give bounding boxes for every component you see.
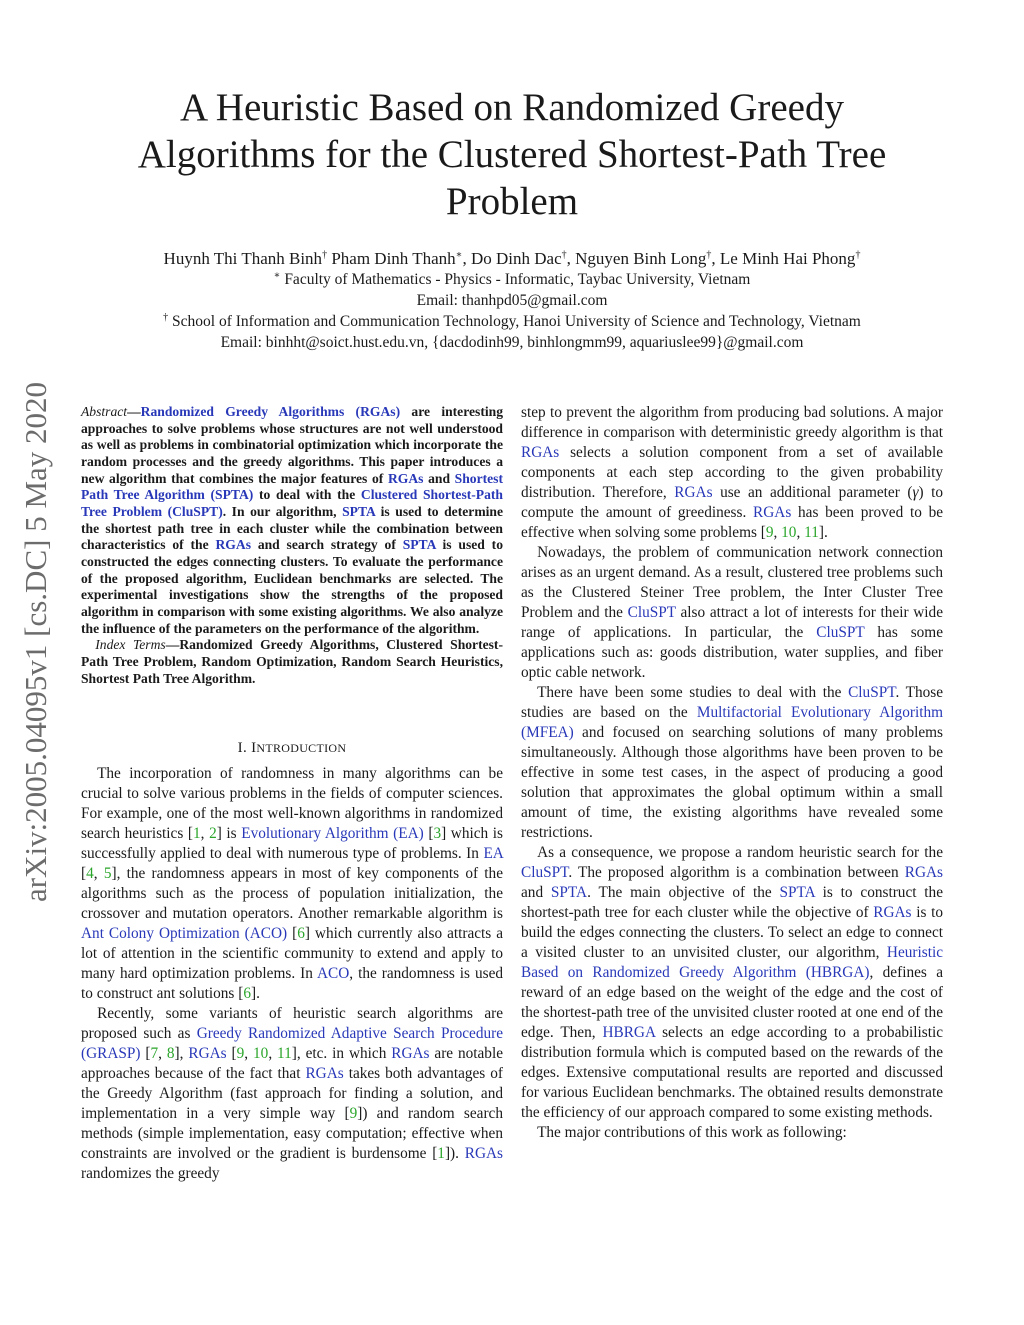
acronym-link-aco[interactable]: Ant Colony Optimization (ACO) bbox=[81, 925, 288, 942]
text: has been proved to be effective when solving some problems [ bbox=[521, 504, 944, 541]
text: [ bbox=[287, 925, 298, 942]
text: is to build the edges connecting the clusters. To select an edge to connect a visited cluster to an unvisited cluster, our algorithm, bbox=[521, 904, 943, 961]
text: and bbox=[521, 884, 551, 901]
affiliation-1-email: Email: thanhpd05@gmail.com bbox=[416, 292, 608, 309]
affiliation-2 bbox=[60, 312, 964, 332]
affiliation-2-text: School of Information and Communication Technology, Hanoi University of Science and Technology, Vietnam bbox=[168, 313, 861, 330]
abstract-link-cluspt[interactable]: Clustered Shortest-Path Tree Problem (CluSPT) bbox=[81, 487, 503, 519]
abstract-link-spta[interactable]: Shortest Path Tree Algorithm (SPTA) bbox=[81, 470, 503, 503]
left-column-body bbox=[81, 764, 503, 1184]
gamma-symbol: γ bbox=[912, 484, 919, 501]
text: Recently, some variants of heuristic search algorithms are proposed such as bbox=[81, 1005, 503, 1042]
text: The incorporation of randomness in many algorithms can be crucial to solve various problems in the fields of computer sciences. For example, one of the most well-known algorithms in randomized search heuristics [ bbox=[81, 765, 503, 842]
author-2: Pham Dinh Thanh bbox=[327, 249, 456, 268]
author-3-mark: † bbox=[561, 249, 567, 261]
acronym-link-rgas[interactable]: RGAs bbox=[188, 1045, 227, 1062]
text: use an additional parameter ( bbox=[712, 484, 913, 501]
text: and focused on searching solutions of many problems simultaneously. Although those algorithms have been proven to be effective in some test cases, in the aspect of producing a good solution that approximates the global optimum within a small amount of time, the existing algorithms have revealed some restrictions. bbox=[521, 724, 943, 841]
text: is to construct the shortest-path tree for each cluster while the objective of bbox=[521, 884, 943, 921]
citation-link[interactable]: 9 bbox=[349, 1105, 358, 1122]
citation-link[interactable]: 1 bbox=[437, 1145, 445, 1162]
acronym-link-rgas[interactable]: RGAs bbox=[674, 484, 713, 501]
title-line-2: Algorithms for the Clustered Shortest-Path Tree bbox=[137, 133, 887, 176]
text: also attract a lot of interests for their wide range of applications. In particular, the bbox=[521, 604, 943, 641]
acronym-link-hbrga-2[interactable]: HBRGA bbox=[602, 1024, 656, 1041]
abstract-block bbox=[81, 404, 503, 687]
text: ]) and random search methods (simple implementation, easy computation; effective when constraints are involved or the gradient is burdensome [ bbox=[81, 1105, 503, 1162]
abstract-label: Abstract bbox=[81, 404, 128, 419]
author-5-mark: † bbox=[855, 249, 861, 261]
text: ], bbox=[174, 1045, 189, 1062]
author-list bbox=[60, 248, 964, 269]
acronym-link-cluspt[interactable]: CluSPT bbox=[521, 864, 569, 881]
intro-paragraph-5 bbox=[521, 683, 943, 843]
text: [ bbox=[140, 1045, 151, 1062]
citation-link[interactable]: 2 bbox=[209, 825, 217, 842]
abstract-link-rgas-2[interactable]: RGAs bbox=[387, 470, 424, 486]
abstract-text-4: . In our algorithm, bbox=[222, 503, 343, 519]
citation-link[interactable]: 1 bbox=[192, 825, 201, 842]
citation-link[interactable]: 6 bbox=[297, 925, 305, 942]
text: , bbox=[158, 1045, 167, 1062]
acronym-link-rgas[interactable]: RGAs bbox=[464, 1145, 503, 1162]
text: ]. bbox=[818, 524, 828, 541]
index-terms-text: Randomized Greedy Algorithms, Clustered Shortest-Path Tree Problem, Random Optimization, Random Search Heuristics, Shortest Path Tree Algorithm. bbox=[81, 637, 503, 686]
text: randomizes the greedy bbox=[81, 1165, 220, 1182]
acronym-link-rgas[interactable]: RGAs bbox=[873, 904, 912, 921]
text: ]). bbox=[444, 1145, 465, 1162]
citation-link[interactable]: 10 bbox=[781, 524, 797, 541]
author-4-mark: † bbox=[706, 249, 712, 261]
author-4: , Nguyen Binh Long bbox=[566, 249, 707, 268]
text: , bbox=[268, 1045, 278, 1062]
index-terms bbox=[81, 637, 503, 687]
text: step to prevent the algorithm from producing bad solutions. A major difference in comparison with deterministic greedy algorithm is that bbox=[521, 404, 943, 441]
text: , bbox=[796, 524, 805, 541]
title-line-3: Problem bbox=[445, 180, 579, 223]
section-first-letter: I bbox=[251, 740, 257, 756]
acronym-link-rgas[interactable]: RGAs bbox=[521, 444, 560, 461]
index-terms-label: Index Terms bbox=[95, 637, 166, 653]
text: are notable approaches because of the fact that bbox=[81, 1045, 503, 1082]
affiliation-1-text: Faculty of Mathematics - Physics - Informatic, Taybac University, Vietnam bbox=[280, 271, 751, 288]
text: , bbox=[200, 825, 210, 842]
index-terms-dash: — bbox=[165, 637, 180, 653]
text: [ bbox=[81, 865, 87, 882]
citation-link[interactable]: 8 bbox=[166, 1045, 175, 1062]
arxiv-identifier: arXiv:2005.04095v1 [cs.DC] 5 May 2020 bbox=[18, 381, 53, 903]
text: ]. bbox=[250, 985, 260, 1002]
abstract-text-1: are interesting approaches to solve problems whose structures are not well understood as well as problems in combinatorial optimization which incorporate the random processes and the greedy algorithms. This paper introduces a new algorithm that combines the major features of bbox=[81, 404, 503, 486]
intro-paragraph-4 bbox=[521, 543, 943, 683]
acronym-link-spta[interactable]: SPTA bbox=[779, 884, 815, 901]
abstract-link-rgas-3[interactable]: RGAs bbox=[215, 537, 251, 553]
abstract-text-3: to deal with the bbox=[253, 487, 361, 503]
acronym-link-rgas[interactable]: RGAs bbox=[305, 1065, 344, 1082]
citation-link[interactable]: 5 bbox=[103, 865, 112, 882]
affiliation-2-email: Email: binhht@soict.hust.edu.vn, {dacdodinh99, binhlongmm99, aquariuslee99}@gmail.com bbox=[220, 334, 804, 351]
text: . The main objective of the bbox=[587, 884, 780, 901]
section-heading-introduction bbox=[81, 738, 503, 758]
text: [ bbox=[226, 1045, 237, 1062]
intro-paragraph-6 bbox=[521, 843, 943, 1123]
abstract-paragraph bbox=[81, 404, 503, 637]
acronym-link-grasp[interactable]: Greedy Randomized Adaptive Search Procedure (GRASP) bbox=[81, 1025, 503, 1062]
title-line-1: A Heuristic Based on Randomized Greedy bbox=[180, 86, 844, 129]
acronym-link-aco-2[interactable]: ACO bbox=[317, 965, 350, 982]
acronym-link-cluspt[interactable]: CluSPT bbox=[816, 624, 865, 641]
text: , the randomness is used to construct ant solutions [ bbox=[81, 965, 504, 1002]
author-5: , Le Minh Hai Phong bbox=[711, 249, 856, 268]
text: ], the randomness appears in most of key components of the algorithms such as the process of population initialization, the crossover and mutation operators. Another remarkable algorithm is bbox=[81, 865, 503, 922]
text: , bbox=[773, 524, 782, 541]
text: has some applications such as: goods distribution, water supplies, and fiber optic cable network. bbox=[521, 624, 943, 681]
text: . The proposed algorithm is a combination between bbox=[568, 864, 905, 881]
affiliation-1-mark: ∗ bbox=[273, 269, 281, 281]
citation-link[interactable]: 6 bbox=[243, 985, 251, 1002]
abstract-link-spta-3[interactable]: SPTA bbox=[402, 537, 436, 553]
acronym-link-ea[interactable]: Evolutionary Algorithm (EA) bbox=[241, 825, 424, 842]
citation-link[interactable]: 11 bbox=[277, 1045, 292, 1062]
citation-link[interactable]: 9 bbox=[236, 1045, 245, 1062]
intro-paragraph-2 bbox=[81, 1004, 503, 1184]
text: There have been some studies to deal with the bbox=[537, 684, 849, 701]
text: takes both advantages of the Greedy Algorithm (fast approach for finding a solution, and implementation in a very simple way [ bbox=[81, 1065, 503, 1122]
section-rest: NTRODUCTION bbox=[256, 741, 347, 755]
citation-link[interactable]: 9 bbox=[765, 524, 774, 541]
acronym-link-rgas[interactable]: RGAs bbox=[391, 1045, 430, 1062]
text: [ bbox=[423, 825, 434, 842]
acronym-link-cluspt[interactable]: CluSPT bbox=[627, 604, 676, 621]
acronym-link-rgas[interactable]: RGAs bbox=[904, 864, 943, 881]
intro-paragraph-3 bbox=[521, 403, 943, 543]
abstract-link-spta-2[interactable]: SPTA bbox=[342, 503, 376, 519]
citation-link[interactable]: 3 bbox=[433, 825, 442, 842]
acronym-link-mfea[interactable]: Multifactorial Evolutionary Algorithm (MFEA) bbox=[521, 704, 943, 741]
acronym-link-rgas[interactable]: RGAs bbox=[753, 504, 792, 521]
citation-link[interactable]: 10 bbox=[253, 1045, 269, 1062]
text: , defines a reward of an edge based on the weight of the edge and the cost of the shortest-path tree of the unvisited cluster rooted at one end of the edge. Then, bbox=[521, 964, 943, 1041]
text: Nowadays, the problem of communication network connection arises as an urgent demand. As a result, clustered tree problems such as the Clustered Steiner Tree problem, the Inter Cluster Tree Problem and the bbox=[521, 544, 943, 621]
text: ] which is successfully applied to deal with numerous type of problems. In bbox=[81, 825, 503, 862]
abstract-text-6: and search strategy of bbox=[250, 537, 403, 553]
text: ) to compute the amount of greediness. bbox=[521, 484, 943, 521]
author-3: , Do Dinh Dac bbox=[462, 249, 562, 268]
section-number: I. bbox=[237, 740, 252, 756]
abstract-text-2: and bbox=[423, 470, 455, 486]
abstract-link-rgas[interactable]: Randomized Greedy Algorithms (RGAs) bbox=[140, 404, 401, 419]
text: selects a solution component from a set of available components at each step according to the given probability distribution. Therefore, bbox=[521, 444, 943, 501]
text: . Those studies are based on the bbox=[521, 684, 943, 721]
abstract-text-5: is used to determine the shortest path tree in each cluster while the combination between characteristics of the bbox=[81, 503, 504, 553]
abstract-dash: — bbox=[127, 404, 141, 419]
author-1: Huynh Thi Thanh Binh bbox=[163, 249, 323, 268]
author-2-mark: ∗ bbox=[455, 249, 463, 261]
acronym-link-cluspt[interactable]: CluSPT bbox=[848, 684, 896, 701]
intro-paragraph-1 bbox=[81, 764, 503, 1004]
text: , bbox=[93, 865, 104, 882]
text: The major contributions of this work as following: bbox=[537, 1124, 847, 1141]
acronym-link-spta[interactable]: SPTA bbox=[550, 884, 588, 901]
text: selects an edge according to a probabilistic distribution formula which is computed based on the rewards of the edges. Extensive computational results are reported and discussed for various Euclidean benchmarks. The obtained results demonstrate the efficiency of our approach compared to some existing methods. bbox=[521, 1024, 944, 1121]
citation-link[interactable]: 11 bbox=[804, 524, 819, 541]
text: , bbox=[244, 1045, 254, 1062]
abstract-text-7: is used to constructed the edges connecting clusters. To evaluate the performance of the proposed algorithm, Euclidean benchmarks are selected. The experimental investigations show the strengths of the proposed algorithm in comparison with some existing algorithms. We also analyze the influence of the parameters on the performance of the algorithm. bbox=[81, 537, 504, 636]
right-column-body bbox=[521, 403, 943, 1143]
intro-paragraph-7 bbox=[521, 1123, 943, 1143]
citation-link[interactable]: 7 bbox=[150, 1045, 159, 1062]
affiliation-2-mark: † bbox=[163, 311, 169, 323]
affiliation-1 bbox=[60, 270, 964, 290]
text: ], etc. in which bbox=[291, 1045, 392, 1062]
acronym-link-ea-2[interactable]: EA bbox=[483, 845, 503, 862]
text: ] which currently also attracts a lot of attention in the scientific community to extend and apply to many hard optimization problems. In bbox=[81, 925, 504, 982]
acronym-link-hbrga[interactable]: Heuristic Based on Randomized Greedy Algorithm (HBRGA) bbox=[521, 944, 943, 981]
text: ] is bbox=[216, 825, 242, 842]
citation-link[interactable]: 4 bbox=[86, 865, 94, 882]
paper-title bbox=[80, 84, 944, 225]
text: As a consequence, we propose a random heuristic search for the bbox=[537, 844, 943, 861]
author-1-mark: † bbox=[322, 249, 328, 261]
